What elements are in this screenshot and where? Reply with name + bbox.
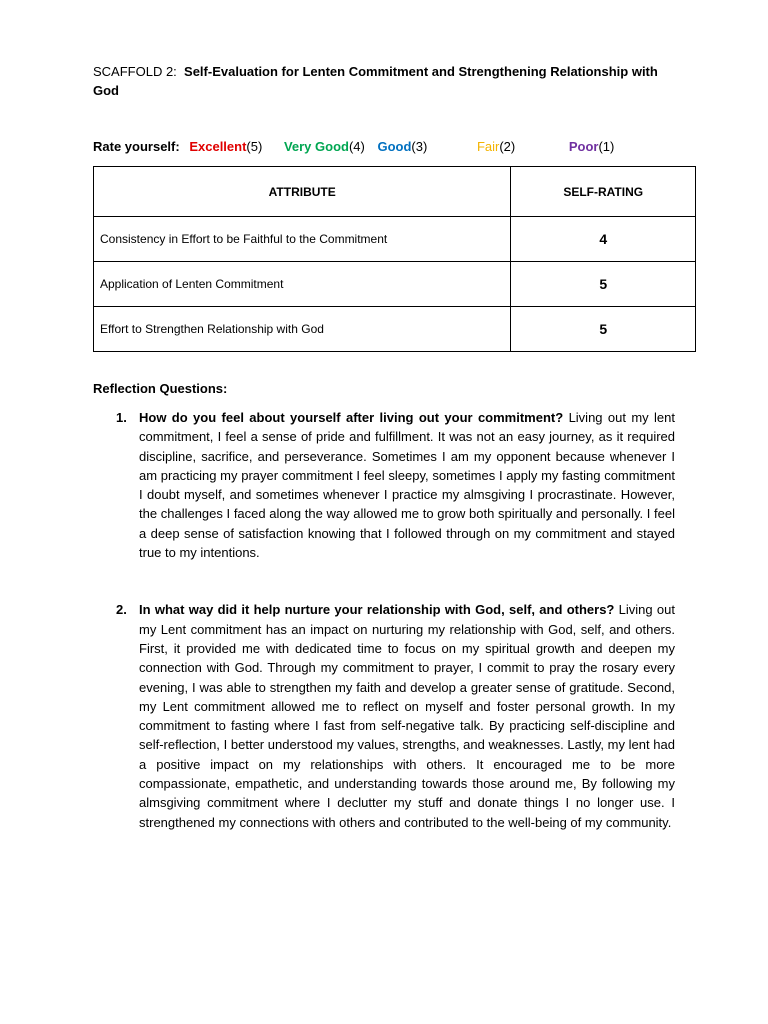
rating-level-fair bbox=[477, 137, 515, 156]
table-row bbox=[94, 307, 696, 352]
rating-level-value: (3) bbox=[411, 139, 428, 154]
reflection-question-list bbox=[93, 408, 675, 832]
rating-scale-label: Rate yourself: bbox=[93, 139, 180, 154]
attribute-cell: Effort to Strengthen Relationship with God bbox=[94, 307, 511, 352]
list-item bbox=[93, 408, 675, 562]
rating-level-very-good bbox=[284, 137, 365, 156]
reflection-heading: Reflection Questions: bbox=[93, 381, 228, 396]
self-rating-column-header: SELF-RATING bbox=[511, 167, 696, 217]
document-page bbox=[93, 62, 675, 832]
rating-level-excellent bbox=[189, 137, 262, 156]
title-text: Self-Evaluation for Lenten Commitment and Strengthening Relationship with God bbox=[93, 64, 658, 98]
attribute-cell: Consistency in Effort to be Faithful to the Commitment bbox=[94, 217, 511, 262]
rating-level-good bbox=[377, 137, 427, 156]
answer-text: Living out my lent commitment, I feel a sense of pride and fulfillment. It was not an easy journey, as it required discipline, sacrifice, and perseverance. Sometimes I am my opponent because whenever I am practicing my prayer commitment I feel sleepy, sometimes I apply my fasting commitment I doubt myself, and sometimes whenever I practice my almsgiving I procrastinate. However, the challenges I faced along the way allowed me to grow both spiritually and personally. I feel a deep sense of satisfaction knowing that I followed through on my commitment and stayed true to my intentions. bbox=[139, 410, 675, 561]
table-row bbox=[94, 217, 696, 262]
self-rating-table bbox=[93, 166, 696, 352]
table-row bbox=[94, 262, 696, 307]
document-title bbox=[93, 62, 675, 100]
question-number: 1. bbox=[116, 410, 127, 425]
rating-level-name: Very Good bbox=[283, 139, 349, 154]
rating-level-value: (2) bbox=[499, 139, 516, 154]
rating-scale bbox=[93, 137, 675, 156]
rating-level-poor bbox=[569, 137, 615, 156]
rating-level-name: Excellent bbox=[189, 139, 247, 154]
title-prefix: SCAFFOLD 2: bbox=[93, 64, 177, 79]
question-number: 2. bbox=[116, 602, 127, 618]
attribute-cell: Application of Lenten Commitment bbox=[94, 262, 511, 307]
rating-level-name: Fair bbox=[476, 139, 500, 154]
answer-text: Living out my Lent commitment has an impact on nurturing my relationship with God, self, and others. First, it provided me with dedicated time to focus on my spiritual growth and deepen my connection with God. Through my commitment to prayer, I commit to pray the rosary every evening, I was able to strengthen my faith and develop a greater sense of gratitude. Second, my Lent commitment allowed me to reflect on myself and foster personal growth. In my commitment to fasting where I fast from self-negative talk. By practicing self-discipline and self-reflection, I better understood my values, strengths, and weaknesses. Lastly, my lent had a positive impact on my relationships with others. It encouraged me to be more compassionate, empathetic, and understanding towards those around me, By following my almsgiving commitment where I declutter my stuff and donate things I no longer use. I strengthened my connections with others and contributed to the well-being of my community. bbox=[139, 602, 675, 830]
rating-level-value: (1) bbox=[598, 139, 615, 154]
attribute-column-header: ATTRIBUTE bbox=[94, 167, 511, 217]
rating-cell: 5 bbox=[511, 307, 696, 352]
rating-cell: 4 bbox=[511, 217, 696, 262]
question-text: How do you feel about yourself after living out your commitment? bbox=[139, 410, 564, 425]
rating-level-name: Good bbox=[377, 139, 412, 154]
question-text: In what way did it help nurture your relationship with God, self, and others? bbox=[139, 602, 615, 618]
rating-level-value: (5) bbox=[246, 139, 263, 154]
rating-level-name: Poor bbox=[568, 139, 599, 154]
rating-cell: 5 bbox=[511, 262, 696, 307]
table-header-row bbox=[94, 167, 696, 217]
list-item bbox=[93, 600, 675, 832]
rating-level-value: (4) bbox=[348, 139, 365, 154]
